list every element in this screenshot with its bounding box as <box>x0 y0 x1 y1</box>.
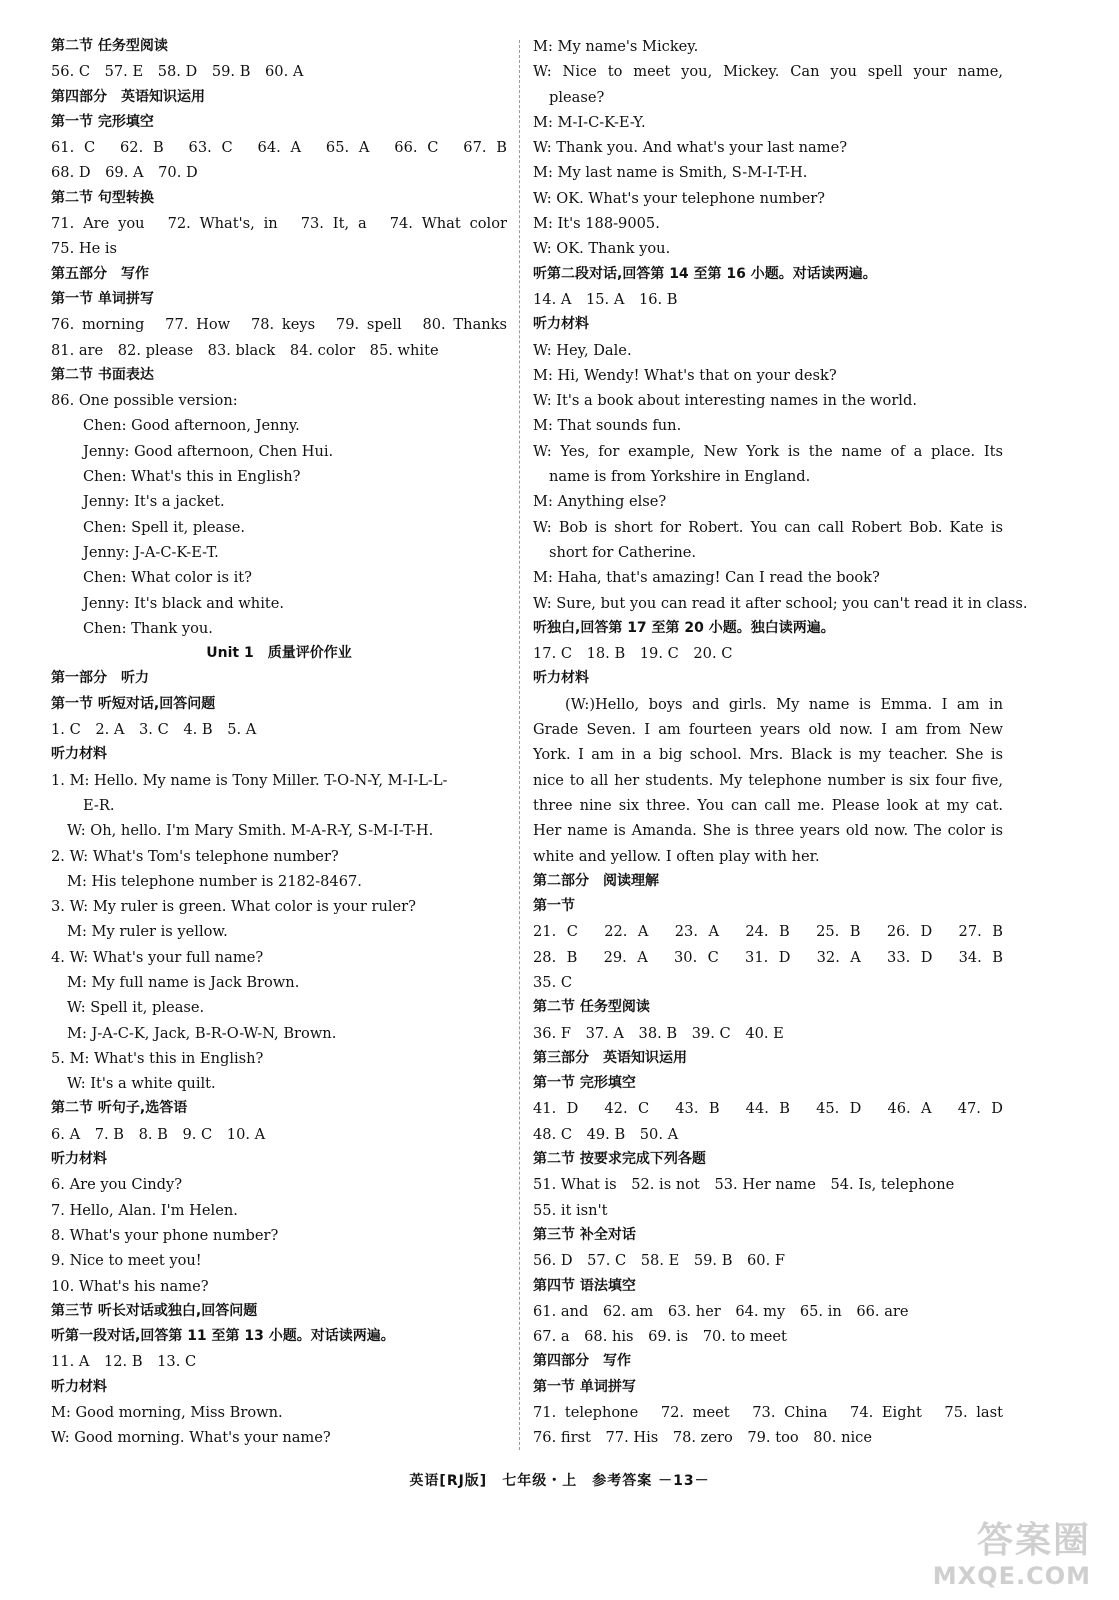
text-line: W: Thank you. And what's your last name? <box>533 139 848 157</box>
text-line: 71. Are you 72. What's, in 73. It, a 74. What color <box>51 215 507 233</box>
text-line: W: Sure, but you can read it after school; you can't read it in class. <box>533 594 1028 612</box>
section-heading: 第三节 听长对话或独白,回答问题 <box>51 1302 258 1319</box>
text-line: M: Anything else? <box>533 493 667 511</box>
section-heading: 第二节 任务型阅读 <box>533 999 650 1016</box>
text-line: 41. D 42. C 43. B 44. B 45. D 46. A 47. D <box>533 1100 1003 1118</box>
section-heading: 第四部分 英语知识运用 <box>51 88 205 105</box>
text-line: Jenny: J-A-C-K-E-T. <box>83 543 219 561</box>
section-heading: Unit 1 质量评价作业 <box>206 645 352 662</box>
text-line: 81. are 82. please 83. black 84. color 85. white <box>51 341 439 359</box>
text-line: three nine six three. You can call me. Please look at my cat. <box>533 796 1003 814</box>
text-line: Chen: Spell it, please. <box>83 518 246 536</box>
text-line: 56. D 57. C 58. E 59. B 60. F <box>533 1252 785 1270</box>
column-divider <box>519 40 520 1450</box>
text-line: M: My name's Mickey. <box>533 38 699 55</box>
section-heading: 听力材料 <box>533 670 589 687</box>
section-heading: 第二节 书面表达 <box>51 366 154 383</box>
text-line: W: Yes, for example, New York is the name of a place. Its <box>533 442 1003 460</box>
text-line: 6. Are you Cindy? <box>51 1176 183 1194</box>
section-heading: 第二节 句型转换 <box>51 189 154 206</box>
text-line: 9. Nice to meet you! <box>51 1252 202 1270</box>
text-line: M: His telephone number is 2182-8467. <box>67 872 362 890</box>
text-line: 76. morning 77. How 78. keys 79. spell 80. Thanks <box>51 316 507 334</box>
section-heading: 听第二段对话,回答第 14 至第 16 小题。对话读两遍。 <box>533 265 877 282</box>
text-line: E-R. <box>83 796 115 814</box>
text-line: Jenny: It's black and white. <box>83 594 284 612</box>
text-line: M: Hi, Wendy! What's that on your desk? <box>533 366 837 384</box>
right-column <box>533 34 1028 1451</box>
text-line: 2. W: What's Tom's telephone number? <box>51 847 339 865</box>
section-heading: 第一节 完形填空 <box>533 1075 636 1092</box>
text-line: 1. C 2. A 3. C 4. B 5. A <box>51 721 257 739</box>
section-heading: 第二节 听句子,选答语 <box>51 1100 188 1117</box>
text-line: 61. C 62. B 63. C 64. A 65. A 66. C 67. B <box>51 139 507 157</box>
text-line: Jenny: Good afternoon, Chen Hui. <box>83 442 334 460</box>
text-line: York. I am in a big school. Mrs. Black is my teacher. She is <box>533 746 1003 764</box>
text-line: 10. What's his name? <box>51 1277 209 1295</box>
text-line: M: My ruler is yellow. <box>67 923 228 941</box>
text-line: M: My last name is Smith, S-M-I-T-H. <box>533 164 808 182</box>
text-line: 8. What's your phone number? <box>51 1226 279 1244</box>
section-heading: 第二节 任务型阅读 <box>51 38 168 54</box>
section-heading: 第三节 补全对话 <box>533 1226 636 1243</box>
text-line: 5. M: What's this in English? <box>51 1049 264 1067</box>
text-line: W: Spell it, please. <box>67 999 205 1017</box>
text-line: (W:)Hello, boys and girls. My name is Emma. I am in <box>565 695 1003 713</box>
section-heading: 第一节 单词拼写 <box>51 290 154 307</box>
section-heading: 第二部分 阅读理解 <box>533 872 659 889</box>
text-line: 61. and 62. am 63. her 64. my 65. in 66. are <box>533 1302 909 1320</box>
section-heading: 第五部分 写作 <box>51 265 149 282</box>
text-line: white and yellow. I often play with her. <box>533 847 820 865</box>
text-line: 76. first 77. His 78. zero 79. too 80. nice <box>533 1429 872 1447</box>
text-line: 35. C <box>533 973 573 991</box>
section-heading: 听力材料 <box>51 1378 107 1395</box>
text-line: M: My full name is Jack Brown. <box>67 973 300 991</box>
section-heading: 第三部分 英语知识运用 <box>533 1049 687 1066</box>
text-line: 55. it isn't <box>533 1201 608 1219</box>
text-line: W: OK. Thank you. <box>533 240 671 258</box>
text-line: 17. C 18. B 19. C 20. C <box>533 645 733 663</box>
text-line: W: Oh, hello. I'm Mary Smith. M-A-R-Y, S-M-I-T-H. <box>67 822 434 840</box>
text-line: Chen: What's this in English? <box>83 468 301 486</box>
page-footer: 英语[RJ版] 七年级・上 参考答案 －13－ <box>409 1473 710 1489</box>
section-heading: 第二节 按要求完成下列各题 <box>533 1151 706 1168</box>
section-heading: 第一部分 听力 <box>51 670 149 687</box>
text-line: Her name is Amanda. She is three years old now. The color is <box>533 822 1003 840</box>
text-line: 68. D 69. A 70. D <box>51 164 198 182</box>
text-line: 4. W: What's your full name? <box>51 948 264 966</box>
text-line: Chen: Good afternoon, Jenny. <box>83 417 300 435</box>
text-line: 28. B 29. A 30. C 31. D 32. A 33. D 34. B <box>533 948 1003 966</box>
text-line: M: M-I-C-K-E-Y. <box>533 113 646 131</box>
watermark-text: 答案圈 <box>976 1520 1091 1561</box>
section-heading: 第一节 单词拼写 <box>533 1378 636 1395</box>
section-heading: 第四节 语法填空 <box>533 1277 636 1294</box>
text-line: 56. C 57. E 58. D 59. B 60. A <box>51 63 304 81</box>
text-line: 7. Hello, Alan. I'm Helen. <box>51 1201 238 1219</box>
text-line: W: It's a white quilt. <box>67 1075 216 1093</box>
section-heading: 听第一段对话,回答第 11 至第 13 小题。对话读两遍。 <box>51 1328 395 1345</box>
section-heading: 听独白,回答第 17 至第 20 小题。独白读两遍。 <box>533 619 835 636</box>
text-line: M: That sounds fun. <box>533 417 682 435</box>
section-heading: 第一节 完形填空 <box>51 113 154 130</box>
text-line: W: It's a book about interesting names in the world. <box>533 392 917 410</box>
text-line: 51. What is 52. is not 53. Her name 54. Is, telephone <box>533 1176 955 1194</box>
text-line: W: Hey, Dale. <box>533 341 632 359</box>
text-line: please? <box>549 88 605 106</box>
text-line: W: Good morning. What's your name? <box>51 1429 331 1447</box>
text-line: Chen: Thank you. <box>83 619 213 637</box>
text-line: W: Bob is short for Robert. You can call Robert Bob. Kate is <box>533 518 1003 536</box>
text-line: 1. M: Hello. My name is Tony Miller. T-O-N-Y, M-I-L-L- <box>51 771 448 789</box>
text-line: M: J-A-C-K, Jack, B-R-O-W-N, Brown. <box>67 1024 337 1042</box>
section-heading: 听力材料 <box>51 746 107 763</box>
text-line: 75. He is <box>51 240 118 258</box>
text-line: 36. F 37. A 38. B 39. C 40. E <box>533 1024 784 1042</box>
text-line: 48. C 49. B 50. A <box>533 1125 679 1143</box>
section-heading: 听力材料 <box>533 316 589 333</box>
text-line: short for Catherine. <box>549 543 697 561</box>
section-heading: 第四部分 写作 <box>533 1353 631 1370</box>
text-line: 14. A 15. A 16. B <box>533 290 678 308</box>
watermark-logo <box>919 1512 1109 1592</box>
text-line: 3. W: My ruler is green. What color is your ruler? <box>51 898 416 916</box>
watermark-site: MXQE.COM <box>932 1562 1091 1590</box>
text-line: name is from Yorkshire in England. <box>549 468 811 486</box>
text-line: M: It's 188-9005. <box>533 215 660 233</box>
text-line: 11. A 12. B 13. C <box>51 1353 197 1371</box>
text-line: W: Nice to meet you, Mickey. Can you spell your name, <box>533 63 1003 81</box>
text-line: M: Haha, that's amazing! Can I read the book? <box>533 569 880 587</box>
text-line: M: Good morning, Miss Brown. <box>51 1404 283 1422</box>
text-line: Grade Seven. I am fourteen years old now. I am from New <box>533 721 1003 739</box>
text-line: nice to all her students. My telephone number is six four five, <box>533 771 1003 789</box>
section-heading: 第一节 <box>533 898 575 915</box>
text-line: 86. One possible version: <box>51 392 238 410</box>
text-line: Jenny: It's a jacket. <box>83 493 225 511</box>
text-line: 67. a 68. his 69. is 70. to meet <box>533 1328 787 1346</box>
section-heading: 第一节 听短对话,回答问题 <box>51 695 216 712</box>
text-line: 21. C 22. A 23. A 24. B 25. B 26. D 27. B <box>533 923 1003 941</box>
text-line: 71. telephone 72. meet 73. China 74. Eight 75. last <box>533 1404 1003 1422</box>
left-column <box>51 34 507 1451</box>
text-line: Chen: What color is it? <box>83 569 252 587</box>
text-line: W: OK. What's your telephone number? <box>533 189 826 207</box>
section-heading: 听力材料 <box>51 1151 107 1168</box>
text-line: 6. A 7. B 8. B 9. C 10. A <box>51 1125 266 1143</box>
